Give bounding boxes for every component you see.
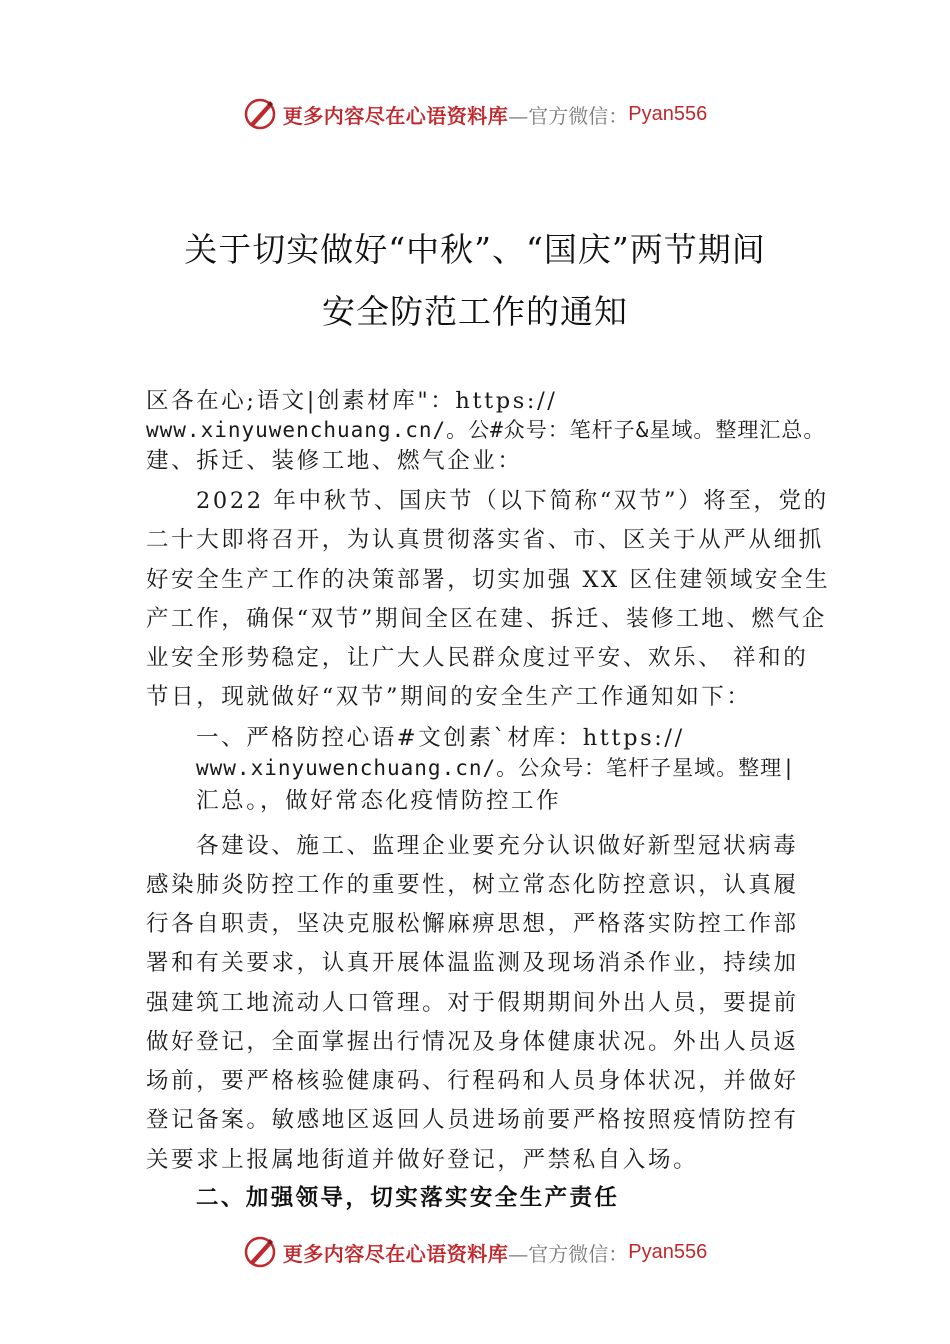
- pen-logo-icon: [243, 97, 277, 131]
- body-line: 二十大即将召开，为认真贯彻落实省、市、区关于从严从细抓: [146, 527, 824, 553]
- section-1-heading-line: 汇总。，做好常态化疫情防控工作: [196, 788, 562, 814]
- body-line: 各建设、施工、监理企业要充分认识做好新型冠状病毒: [196, 833, 799, 859]
- banner-sub-text: —官方微信：: [508, 103, 629, 128]
- body-line: 关要求上报属地街道并做好登记，严禁私自入场。: [146, 1147, 699, 1173]
- document-title-line-1: 关于切实做好“中秋”、“国庆”两节期间: [184, 230, 766, 269]
- banner-main-text: 更多内容尽在心语资料库: [282, 1241, 509, 1266]
- body-line: 场前，要严格核验健康码、行程码和人员身体状况，并做好: [146, 1068, 799, 1094]
- document-title-line-2: 安全防范工作的通知: [322, 292, 628, 331]
- body-line: 节日，现就做好“双节”期间的安全生产工作通知如下：: [146, 684, 752, 710]
- body-line: 登记备案。敏感地区返回人员进场前要严格按照疫情防控有: [146, 1107, 799, 1133]
- body-line: www.xinyuwenchuang.cn/。公#众号：笔杆子&星域。整理汇总。: [146, 418, 826, 442]
- section-1-heading-line: www.xinyuwenchuang.cn/。公众号：笔杆子星域。整理|: [196, 756, 796, 780]
- body-line: 产工作，确保“双节”期间全区在建、拆迁、装修工地、燃气企: [146, 606, 827, 632]
- section-2-heading: 二、加强领导，切实落实安全生产责任: [196, 1185, 620, 1211]
- pen-logo-icon: [243, 1235, 277, 1269]
- banner-wechat-id: Pyan556: [628, 1240, 708, 1263]
- body-line: 强建筑工地流动人口管理。对于假期期间外出人员，要提前: [146, 990, 799, 1016]
- body-line: 署和有关要求，认真开展体温监测及现场消杀作业，持续加: [146, 950, 799, 976]
- body-line: 做好登记，全面掌握出行情况及身体健康状况。外出人员返: [146, 1029, 799, 1055]
- banner-wechat-id: Pyan556: [628, 102, 708, 125]
- body-line: 感染肺炎防控工作的重要性，树立常态化防控意识，认真履: [146, 872, 799, 898]
- body-line: 业安全形势稳定，让广大人民群众度过平安、欢乐、 祥和的: [146, 645, 809, 671]
- banner-sub-text: —官方微信：: [508, 1241, 629, 1266]
- body-line: 2022 年中秋节、国庆节（以下简称“双节”）将至，党的: [196, 488, 829, 514]
- header-watermark-banner: [0, 94, 950, 134]
- body-line: 行各自职责，坚决克服松懈麻痹思想，严格落实防控工作部: [146, 911, 799, 937]
- body-line: 区各在心;语文|创素材库"：https://: [146, 388, 558, 414]
- banner-main-text: 更多内容尽在心语资料库: [282, 103, 509, 128]
- section-1-heading-line: 一、严格防控心语#文创素`材库：https://: [196, 725, 685, 751]
- body-line: 建、拆迁、装修工地、燃气企业：: [146, 448, 523, 474]
- footer-watermark-banner: [0, 1232, 950, 1272]
- body-line: 好安全生产工作的决策部署，切实加强 XX 区住建领域安全生: [146, 567, 831, 593]
